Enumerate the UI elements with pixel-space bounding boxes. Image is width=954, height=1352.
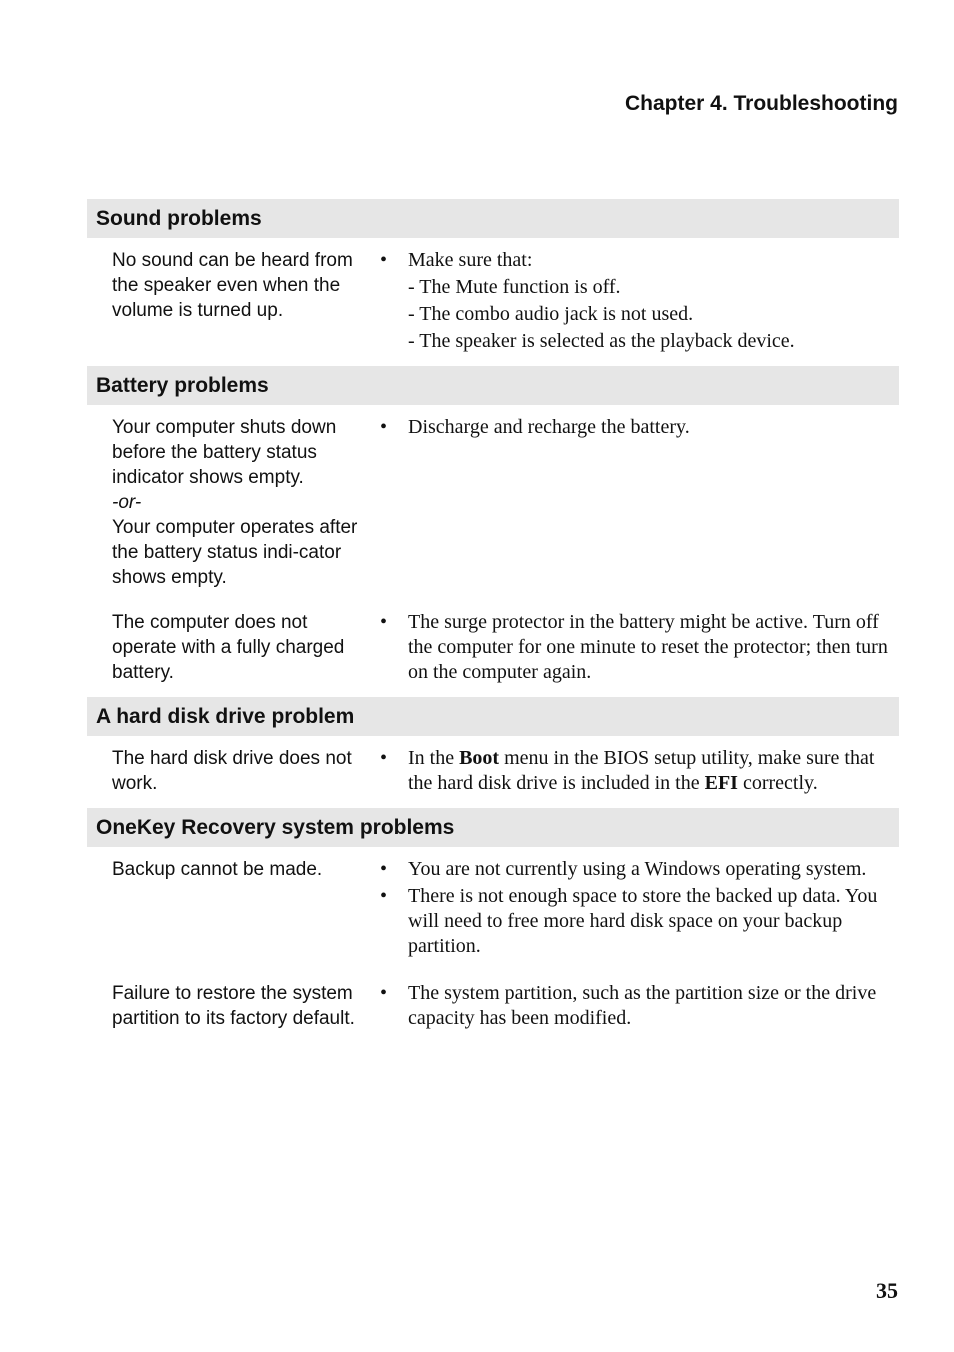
problem-cell <box>112 248 368 356</box>
solution-text: You are not currently using a Windows operating system. <box>408 858 867 880</box>
solution-cell <box>380 746 890 798</box>
bullet-icon: • <box>380 611 388 633</box>
solution-text: There is not enough space to store the backed up data. You will need to free more hard disk space on your backup partition. <box>408 885 878 957</box>
bullet-icon: • <box>380 747 388 769</box>
solution-subitem: - The speaker is selected as the playback device. <box>408 330 795 352</box>
bullet-icon: • <box>380 416 388 438</box>
table-row <box>87 405 899 600</box>
solution-text-part: correctly. <box>737 772 818 794</box>
solution-subitem: - The Mute function is off. <box>408 276 621 298</box>
solution-cell <box>380 610 890 687</box>
solution-text: The system partition, such as the partition size or the drive capacity has been modified. <box>408 982 877 1029</box>
problem-cell <box>112 610 368 687</box>
solution-cell <box>380 981 890 1033</box>
solution-subitem: - The combo audio jack is not used. <box>408 303 694 325</box>
solution-item <box>380 415 890 440</box>
problem-cell <box>112 981 368 1033</box>
chapter-header: Chapter 4. Troubleshooting <box>624 92 898 115</box>
problem-text: Your computer shuts down before the battery status indicator shows empty. <box>112 417 337 488</box>
problem-text: Failure to restore the system partition to its factory default. <box>112 983 355 1029</box>
solution-cell <box>380 857 890 961</box>
problem-text: Your computer operates after the battery status indi-cator shows empty. <box>112 517 358 588</box>
problem-text: The computer does not operate with a fully charged battery. <box>112 612 345 683</box>
problem-cell <box>112 415 368 590</box>
solution-cell <box>380 415 890 590</box>
boot-menu-term: Boot <box>459 747 500 769</box>
solution-text: Make sure that: <box>408 249 533 271</box>
problem-text: The hard disk drive does not work. <box>112 748 352 794</box>
solution-item <box>380 857 890 882</box>
bullet-icon: • <box>380 982 388 1004</box>
solution-text: Discharge and recharge the battery. <box>408 416 690 438</box>
solution-text: The surge protector in the battery might be active. Turn off the computer for one minute to reset the protector; then turn on the computer again. <box>408 611 888 683</box>
bullet-icon: • <box>380 885 388 907</box>
solution-text-part: In the <box>408 747 460 769</box>
troubleshooting-table <box>87 199 899 1043</box>
solution-text-part: menu in the BIOS setup utility, make sure that the hard disk drive is included in the <box>408 747 875 794</box>
solution-text <box>408 746 890 796</box>
table-row <box>87 238 899 366</box>
solution-item <box>380 746 890 796</box>
section-header-battery: Battery problems <box>87 366 899 405</box>
table-row <box>87 847 899 971</box>
problem-cell <box>112 746 368 798</box>
table-row <box>87 736 899 808</box>
section-header-hard-disk: A hard disk drive problem <box>87 697 899 736</box>
solution-cell <box>380 248 890 356</box>
section-header-onekey-recovery: OneKey Recovery system problems <box>87 808 899 847</box>
bullet-icon: • <box>380 249 388 271</box>
problem-or-separator: -or- <box>112 492 142 513</box>
problem-text: No sound can be heard from the speaker even when the volume is turned up. <box>112 250 353 321</box>
page-number: 35 <box>876 1278 898 1303</box>
problem-text: Backup cannot be made. <box>112 859 323 880</box>
solution-item <box>380 248 890 354</box>
table-row <box>87 600 899 697</box>
table-row <box>87 971 899 1043</box>
solution-item <box>380 884 890 959</box>
problem-cell <box>112 857 368 961</box>
efi-term: EFI <box>704 772 738 794</box>
solution-item <box>380 981 890 1031</box>
bullet-icon: • <box>380 858 388 880</box>
section-header-sound: Sound problems <box>87 199 899 238</box>
solution-item <box>380 610 890 685</box>
